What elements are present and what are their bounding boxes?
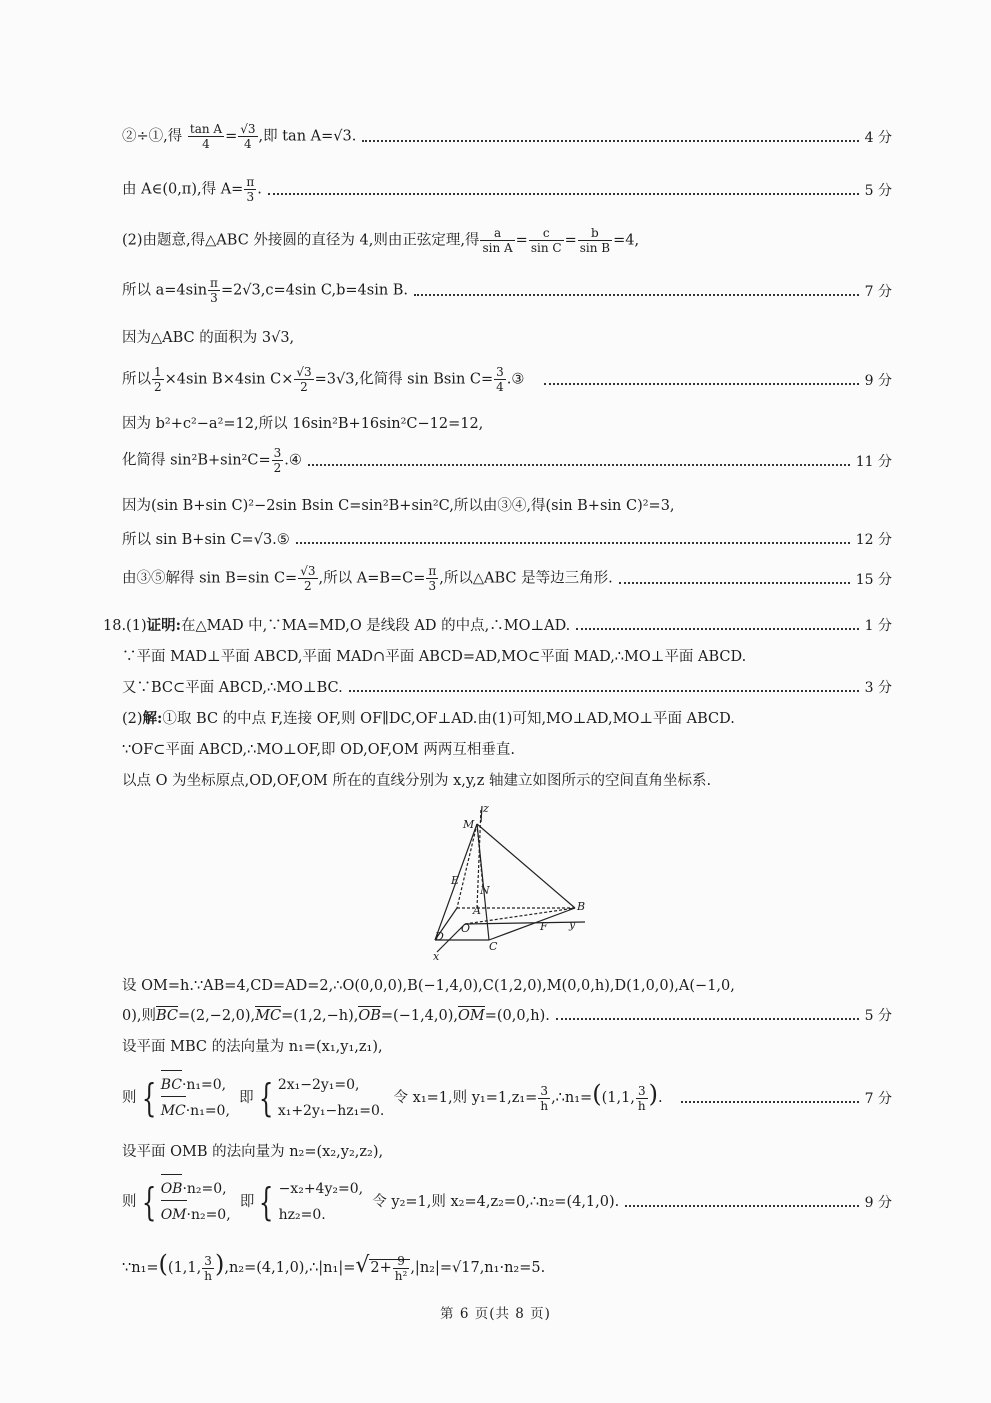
label-D: D (435, 930, 444, 943)
line-19: 0),则BC=(2,−2,0),MC=(1,2,−h),OB=(−1,4,0),OM=(0,0,h). 5 分 (122, 1004, 892, 1025)
fraction: $\frac{\pi}{3}$ (246, 175, 255, 204)
pyramid-figure (425, 800, 595, 962)
fraction: $\frac{√3}{2}$ (296, 365, 312, 394)
line-10: 所以 sin B+sin C=√3.⑤ 12 分 (122, 528, 892, 549)
vector-BC: BC (156, 1008, 179, 1024)
fraction: $\frac{3}{4}$ (496, 365, 504, 394)
line-16: ∵OF⊂平面 ABCD,∴MO⊥OF,即 OD,OF,OM 两两互相垂直. (122, 742, 516, 758)
fraction: $\frac{3}{h}$ (540, 1083, 549, 1113)
label-N: N (480, 884, 490, 897)
label-x: x (433, 950, 440, 962)
fraction: $\frac{9}{\text{h²}}$ (394, 1253, 408, 1283)
score: 3 分 (864, 679, 892, 696)
fraction: $\frac{a}{\text{sin A}}$ (482, 226, 513, 255)
leader-dots (296, 542, 850, 544)
text: ②÷①,得 (122, 128, 183, 145)
leader-dots (576, 628, 858, 630)
label-O: O (461, 922, 471, 935)
line-5: 因为△ABC 的面积为 3√3, (122, 330, 295, 346)
score: 12 分 (855, 531, 892, 548)
fraction: $\frac{√3}{2}$ (300, 564, 316, 593)
z-axis-tip (481, 806, 482, 822)
fraction: $\frac{√3}{4}$ (240, 122, 256, 151)
label-M: M (463, 818, 475, 831)
label-B: B (577, 900, 586, 913)
label-E: E (451, 874, 460, 887)
page-footer: 第 6 页(共 8 页) (440, 1306, 551, 1322)
vector-OB: OB (358, 1008, 381, 1024)
line-8: 化简得 sin²B+sin²C= $\frac{3}{2}$ .④ 11 分 (122, 446, 892, 475)
leader-dots (308, 464, 850, 466)
leader-dots (349, 690, 859, 692)
score: 11 分 (855, 453, 892, 470)
label-F: F (540, 920, 548, 933)
score: 1 分 (864, 617, 892, 634)
fraction: $\frac{3}{h}$ (204, 1253, 212, 1283)
fraction: $\frac{\text{tan A}}{4}$ (189, 122, 223, 151)
score: 9 分 (864, 372, 892, 389)
line-11: 由③⑤解得 sin B=sin C= $\frac{√3}{2}$ ,所以 A=B=C= $\frac{\pi}{3}$ ,所以△ABC 是等边三角形. 15 分 (122, 564, 892, 593)
line-4: 所以 a=4sin $\frac{\pi}{3}$ =2√3,c=4sin C,b=4sin B. 7 分 (122, 276, 892, 305)
line-14: 又∵BC⊂平面 ABCD,∴MO⊥BC. 3 分 (122, 676, 892, 697)
line-1: ②÷①,得 $\frac{\text{tan A}}{4}$ = $\frac{√3}{4}$ ,即 tan A=√3. 4 分 (122, 122, 892, 151)
line-17: 以点 O 为坐标原点,OD,OF,OM 所在的直线分别为 x,y,z 轴建立如图所示的空间直角坐标系. (122, 773, 712, 789)
line-24: ∵n₁=((1,1, $\frac{3}{h}$ ),n₂=(4,1,0),∴|n₁|=√2+ $\frac{9}{\text{h²}}$ ,|n₂|=√17,n₁·n₂=5. (122, 1250, 546, 1283)
leader-dots (414, 294, 859, 296)
label-y: y (569, 918, 576, 931)
line-15: (2)解:①取 BC 的中点 F,连接 OF,则 OF∥DC,OF⊥AD.由(1)可知,MO⊥AD,MO⊥平面 ABCD. (122, 710, 735, 727)
fraction: $\frac{1}{2}$ (154, 365, 162, 394)
line-13: ∵平面 MAD⊥平面 ABCD,平面 MAD∩平面 ABCD=AD,MO⊂平面 MAD,∴MO⊥平面 ABCD. (122, 649, 747, 665)
label-z: z (483, 802, 489, 815)
line-18: 设 OM=h.∵AB=4,CD=AD=2,∴O(0,0,0),B(−1,4,0),C(1,2,0),M(0,0,h),D(1,0,0),A(−1,0, (122, 978, 735, 994)
leader-dots (362, 140, 858, 142)
line-6: 所以 $\frac{1}{2}$ ×4sin B×4sin C× $\frac{√3}{2}$ =3√3,化简得 sin Bsin C= $\frac{3}{4}$ .③ 9 分 (122, 365, 892, 394)
text: ,即 tan A=√3. (258, 128, 357, 145)
edge-MA (457, 824, 477, 908)
fraction: $\frac{\pi}{3}$ (428, 564, 437, 593)
leader-dots (625, 1205, 858, 1207)
line-9: 因为(sin B+sin C)²−2sin Bsin C=sin²B+sin²C,所以由③④,得(sin B+sin C)²=3, (122, 498, 675, 514)
line-3: (2)由题意,得△ABC 外接圆的直径为 4,则由正弦定理,得 $\frac{a}{\text{sin A}}$ = $\frac{c}{\text{sin C}}$ = $\frac{b}{\text{sin B}}$ =4, (122, 226, 640, 255)
fraction: $\frac{c}{\text{sin C}}$ (530, 226, 562, 255)
fraction: $\frac{3}{2}$ (273, 446, 282, 475)
edge-CB (489, 908, 575, 940)
leader-dots (556, 1018, 859, 1020)
fraction: $\frac{3}{h}$ (637, 1083, 646, 1113)
label-A: A (473, 904, 481, 917)
vector-MC: MC (255, 1008, 282, 1024)
score: 15 分 (855, 571, 892, 588)
score: 9 分 (864, 1195, 892, 1211)
score: 5 分 (864, 1007, 892, 1024)
fraction: $\frac{\pi}{3}$ (210, 276, 218, 305)
y-axis (465, 922, 585, 924)
line-12: 18.(1)证明:在△MAD 中,∵MA=MD,O 是线段 AD 的中点,∴MO⊥AD. 1 分 (103, 614, 892, 635)
leader-dots (544, 383, 858, 385)
line-7: 因为 b²+c²−a²=12,所以 16sin²B+16sin²C−12=12, (122, 416, 484, 432)
edge-MB (477, 824, 575, 908)
line-2: 由 A∈(0,π),得 A= $\frac{\pi}{3}$ . 5 分 (122, 175, 892, 204)
score: 7 分 (864, 283, 892, 300)
line-23: 则 { OB·n₂=0, OM·n₂=0, 即 { −x₂+4y₂=0, hz₂=0. 令 y₂=1,则 x₂=4,z₂=0,∴n₂=(4,1,0). 9 分 (122, 1176, 892, 1228)
line-20: 设平面 MBC 的法向量为 n₁=(x₁,y₁,z₁), (122, 1039, 383, 1055)
line-22: 设平面 OMB 的法向量为 n₂=(x₂,y₂,z₂), (122, 1144, 384, 1160)
score: 4 分 (864, 129, 892, 146)
fraction: $\frac{b}{\text{sin B}}$ (579, 226, 611, 255)
score: 7 分 (864, 1091, 892, 1107)
leader-dots (268, 193, 859, 195)
score: 5 分 (864, 182, 892, 199)
edge-OB (465, 908, 575, 924)
leader-dots (619, 582, 850, 584)
label-C: C (489, 940, 498, 953)
vector-OM: OM (458, 1008, 485, 1024)
line-21: 则 { BC·n₁=0, MC·n₁=0, 即 { 2x₁−2y₁=0, x₁+2y₁−hz₁=0. 令 x₁=1,则 y₁=1,z₁= $\frac{3}{h}$ ,∴n₁=((1,1, $\frac{3}{h}$ ). 7 分 (122, 1072, 892, 1124)
leader-dots (681, 1101, 859, 1103)
